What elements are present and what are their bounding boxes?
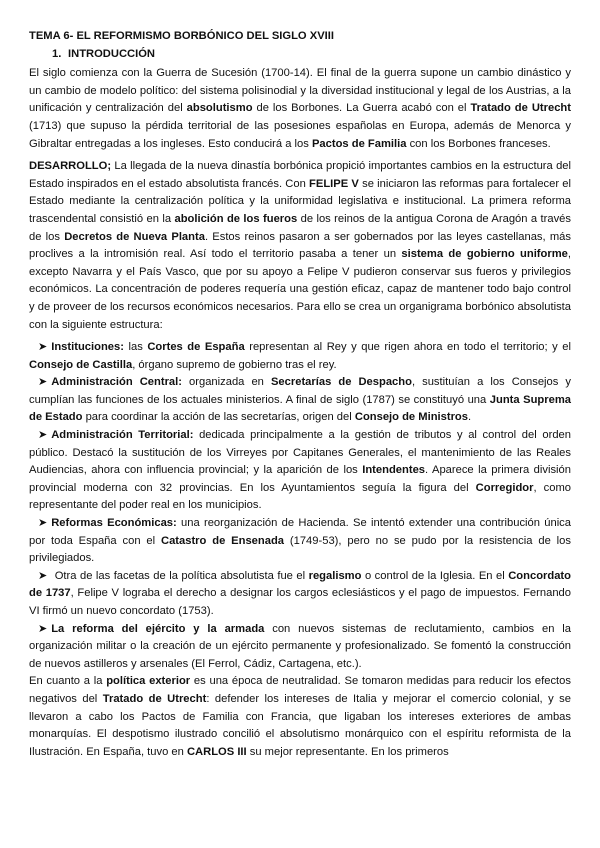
arrow-bullet-icon: ➤ xyxy=(38,429,48,442)
arrow-bullet-icon: ➤ xyxy=(38,622,48,635)
arrow-bullet-icon: ➤ xyxy=(38,341,48,354)
section-number: 1. xyxy=(52,47,62,60)
section-label: INTRODUCCIÓN xyxy=(68,47,156,60)
list-item-ejercito: ➤ La reforma del ejército y la armada con nuevos sistemas de reclutamiento, cambios en la organización militar o la creación de un ejército permanente y profesionalizado. Se fomentó la construcción de nuevos astilleros y arsenales (El Ferrol, Cádiz, Cartagena, etc.). xyxy=(29,622,571,670)
list-item-instituciones: ➤ Instituciones: las Cortes de España representan al Rey y que rigen ahora en todo el territorio; y el Consejo de Castilla, órgano supremo de gobierno tras el rey. xyxy=(29,341,571,371)
list-item-administracion-territorial: ➤ Administración Territorial: dedicada principalmente a la gestión de tributos y al control del orden público. Destacó la sustitución de los Virreyes por Capitanes Generales, el mantenimiento de las Reales Audiencias, ahora con influencia provincial; y la aparición de los Intendentes. Aparece la primera división provincial moderna con 32 provincias. En los Ayuntamientos seguía la figura del Corregidor, como representante del poder real en los municipios. xyxy=(29,429,572,512)
arrow-bullet-icon: ➤ xyxy=(38,569,48,582)
arrow-bullet-icon: ➤ xyxy=(38,517,48,530)
list-item-administracion-central: ➤ Administración Central: organizada en Secretarías de Despacho, sustituían a los Consejos y cumplían las funciones de los actuales ministerios. A final de siglo (1787) se constituyó una Junta Suprema de Estado para coordinar la acción de las secretarías, origen del Consejo de Ministros. xyxy=(29,376,571,424)
document-title: TEMA 6- EL REFORMISMO BORBÓNICO DEL SIGLO XVIII xyxy=(29,30,334,42)
exterior-paragraph: En cuanto a la política exterior es una época de neutralidad. Se tomaron medidas para reducir los efectos negativos del Tratado de Utrecht: defender los intereses de Italia y mejorar el comercio colonial, y se llevaron a cabo los Pactos de Familia con Francia, que ligaban los intereses exteriores de ambas monarquías. El despotismo ilustrado concilió el absolutismo monárquico con el espíritu reformista de la Ilustración. En España, tuvo en CARLOS III su mejor representante. En los primeros xyxy=(29,675,571,758)
list-item-reformas-economicas: ➤ Reformas Económicas: una reorganización de Hacienda. Se intentó extender una contribución única por toda España con el Catastro de Ensenada (1749-53), pero no se pudo por la resistencia de los privilegiados. xyxy=(29,517,571,565)
arrow-bullet-icon: ➤ xyxy=(38,376,48,389)
list-item-regalismo: ➤ Otra de las facetas de la política absolutista fue el regalismo o control de la Iglesia. En el Concordato de 1737, Felipe V lograba el derecho a designar los cargos eclesiásticos y el pago de impuestos. Fernando VI firmó un nuevo concordato (1753). xyxy=(29,569,571,617)
desarrollo-paragraph: DESARROLLO; La llegada de la nueva dinastía borbónica propició importantes cambios en la estructura del Estado inspirados en el estado absolutista francés. Con FELIPE V se iniciaron las reformas para fortalecer el Estado mediante la centralización política y la uniformidad legislativa e institucional. La primera reforma trascendental consistió en la abolición de los fueros de los reinos de la antigua Corona de Aragón a través de los Decretos de Nueva Planta. Estos reinos pasaron a ser gobernados por las leyes castellanas, más proclives a la intromisión real. Así todo el territorio pasaba a tener un sistema de gobierno uniforme, excepto Navarra y el País Vasco, que por su apoyo a Felipe V pudieron conservar sus fueros y privilegios económicos. La concentración de poderes requería una gestión eficaz, capaz de mantener todo bajo control y de proveer de los recursos económicos necesarios. Para ello se crea un organigrama borbónico absolutista con la siguiente estructura: xyxy=(29,160,572,331)
section-heading xyxy=(52,46,571,64)
intro-paragraph: El siglo comienza con la Guerra de Sucesión (1700-14). El final de la guerra supone un cambio dinástico y un cambio de modelo político: del sistema polisinodial y la diversidad institucional y legal de los Austrias, a la unificación y centralización del absolutismo de los Borbones. La Guerra acabó con el Tratado de Utrecht (1713) que supuso la pérdida territorial de las posesiones españolas en Europa, además de Menorca y Gibraltar entregadas a los ingleses. Esto conducirá a los Pactos de Familia con los Borbones franceses. xyxy=(29,67,571,150)
